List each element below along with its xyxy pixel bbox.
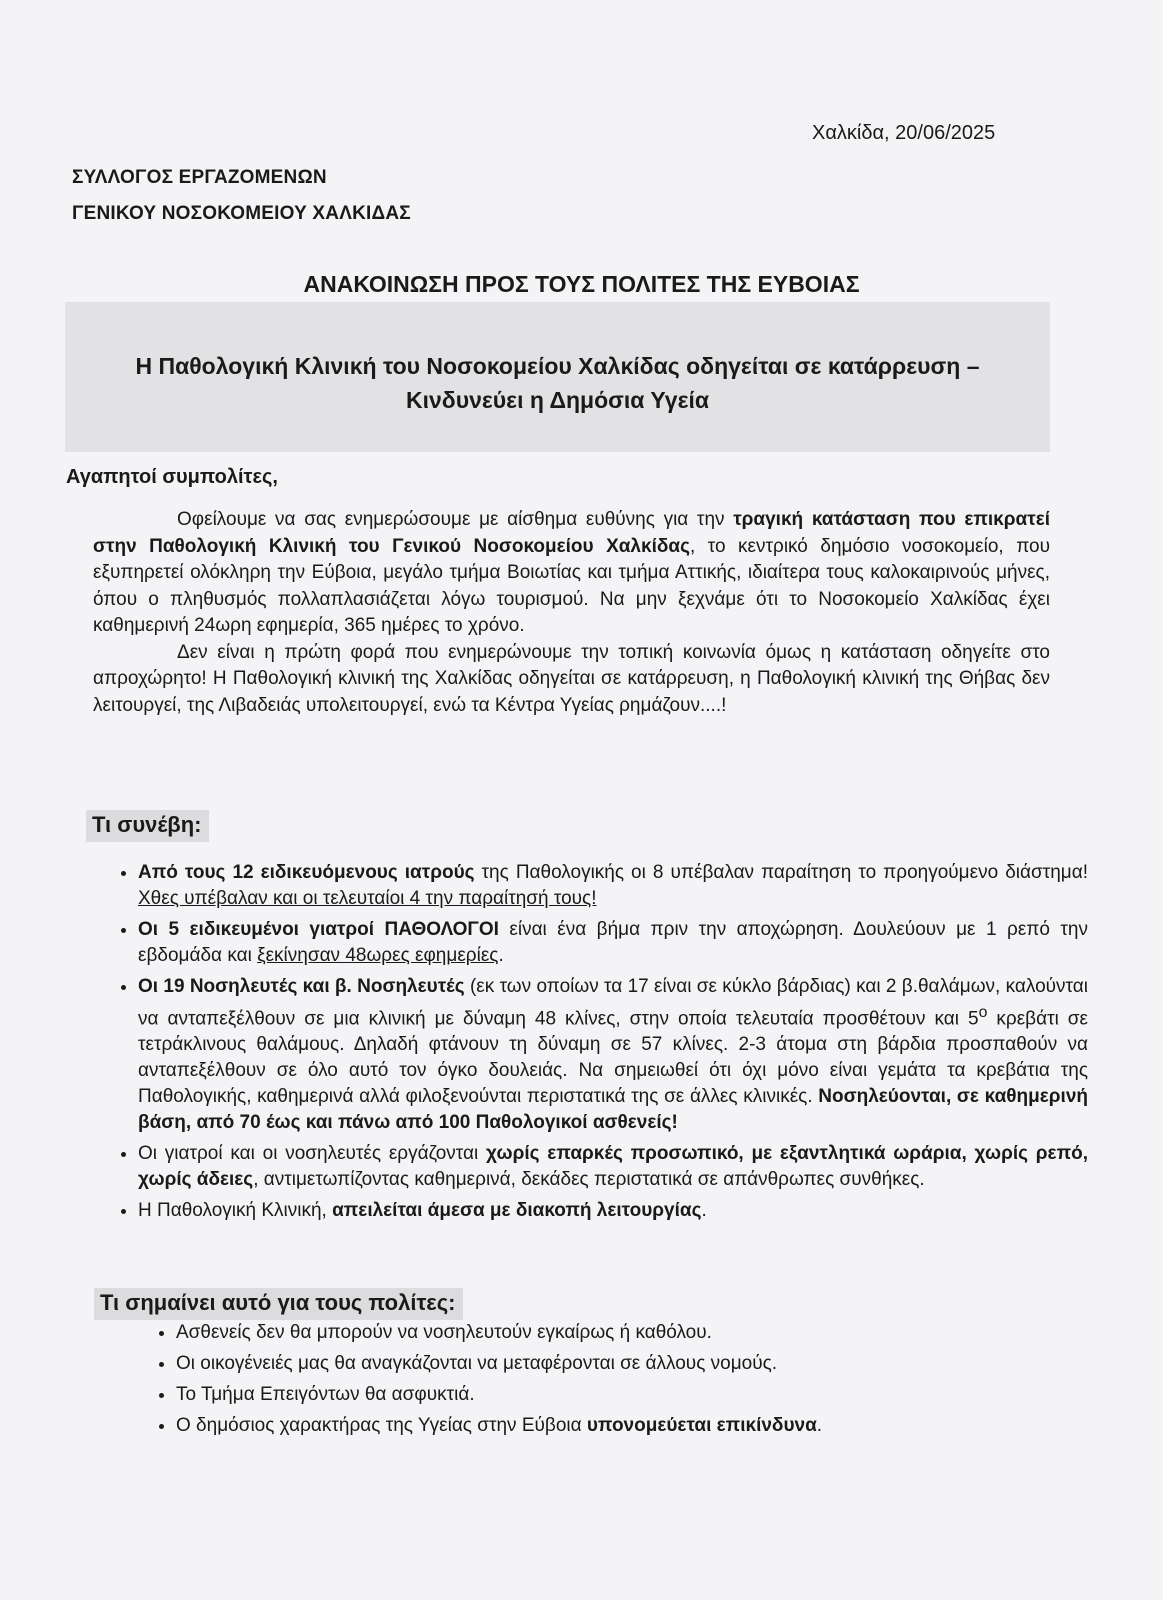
list-item xyxy=(138,917,1088,969)
item-bold: Οι 19 Νοσηλευτές και β. Νοσηλευτές xyxy=(138,976,465,997)
item-text: Ο δημόσιος χαρακτήρας της Υγείας στην Εύβοια xyxy=(176,1415,587,1436)
subtitle-line1: Η Παθολογική Κλινική του Νοσοκομείου Χαλκίδας οδηγείται σε κατάρρευση – xyxy=(135,353,980,379)
item-text-end: . xyxy=(701,1200,707,1222)
what-it-means-list xyxy=(140,1317,1076,1441)
item-text: Η Παθολογική Κλινική, xyxy=(138,1200,333,1222)
announcement-title: ΑΝΑΚΟΙΝΩΣΗ ΠΡΟΣ ΤΟΥΣ ΠΟΛΙΤΕΣ ΤΗΣ ΕΥΒΟΙΑΣ xyxy=(303,271,860,297)
item-bold: απειλείται άμεσα με διακοπή λειτουργίας xyxy=(332,1200,702,1222)
intro-paragraph-1 xyxy=(93,507,1050,640)
announcement-subtitle xyxy=(65,349,1050,417)
list-item xyxy=(138,1141,1088,1193)
item-bold: Από τους 12 ειδικευόμενους ιατρούς xyxy=(138,862,475,883)
list-item xyxy=(138,974,1088,1136)
item-text-end: . xyxy=(498,945,504,966)
organization-name-line2: ΓΕΝΙΚΟΥ ΝΟΣΟΚΟΜΕΙΟΥ ΧΑΛΚΙΔΑΣ xyxy=(72,203,411,224)
item-bold: χωρίς επαρκές προσωπικό, με εξαντλητικά ωράρια, χωρίς ρεπό, χωρίς άδειες xyxy=(138,1143,1088,1191)
item-text-continued: κρεβάτι σε τετράκλινους θαλάμους. Δηλαδή φτάνουν τη δύναμη σε 57 κλίνες. 2-3 άτομα στη βάρδια προσπαθούν να ανταπεξέλθουν σε όλο αυτό τον όγκο δουλειάς. Να σημειωθεί ότι όχι μόνο είναι γεμάτα τα κρεβάτια της Παθολογικής, καθημερινά αλλά φιλοξενούνται περιστατικά της σε άλλες κλινικές. xyxy=(138,1008,1088,1108)
list-item xyxy=(176,1410,1076,1441)
document-date: Χαλκίδα, 20/06/2025 xyxy=(812,122,996,144)
organization-name-line1: ΣΥΛΛΟΓΟΣ ΕΡΓΑΖΟΜΕΝΩΝ xyxy=(72,167,327,188)
item-bold: υπονομεύεται επικίνδυνα xyxy=(586,1415,817,1436)
list-item: • Οι οικογένειές μας θα αναγκάζονται να μεταφέρονται σε άλλους νομούς. xyxy=(176,1348,1076,1379)
section-heading-what-it-means: Τι σημαίνει αυτό για τους πολίτες: xyxy=(94,1288,463,1320)
list-item xyxy=(138,860,1088,912)
what-happened-list xyxy=(100,860,1088,1229)
section-heading-what-happened: Τι συνέβη: xyxy=(86,810,209,842)
item-text: (εκ των οποίων τα 17 είναι σε κύκλο βάρδιας) και 2 β.θαλάμων, καλούνται να ανταπεξέλθουν σε μια κλινική με δύναμη 48 κλίνες, στην οποία τελευταία προσθέτουν και 5 xyxy=(138,976,1088,1030)
intro-p1-text: Οφείλουμε να σας ενημερώσουμε με αίσθημα ευθύνης για την xyxy=(177,509,734,530)
item-underlined: ξεκίνησαν 48ωρες εφημερίες xyxy=(257,945,499,966)
item-text: Οι γιατροί και οι νοσηλευτές εργάζονται xyxy=(138,1143,487,1165)
intro-p1-bold: τραγική κατάσταση που επικρατεί στην Παθολογική Κλινική του Γενικού Νοσοκομείου Χαλκίδας xyxy=(93,509,1050,557)
list-item: • Το Τμήμα Επειγόντων θα ασφυκτιά. xyxy=(176,1379,1076,1410)
subtitle-line2: Κινδυνεύει η Δημόσια Υγεία xyxy=(405,387,710,413)
item-superscript: ο xyxy=(978,1004,988,1021)
intro-p1-text-end: , το κεντρικό δημόσιο νοσοκομείο, που εξυπηρετεί ολόκληρη την Εύβοια, μεγάλο τμήμα Βοιωτίας και τμήμα Αττικής, ιδιαίτερα τους καλοκαιρινούς μήνες, όπου ο πληθυσμός πολλαπλασιάζεται λόγω τουρισμού. Να μην ξεχνάμε ότι το Νοσοκομείο Χαλκίδας έχει καθημερινή 24ωρη εφημερία, 365 ημέρες το χρόνο. xyxy=(93,535,1050,636)
list-item xyxy=(138,1198,1088,1224)
item-underlined: Χθες υπέβαλαν και οι τελευταίοι 4 την παραίτησή τους! xyxy=(138,888,597,909)
item-bold: Οι 5 ειδικευμένοι γιατροί ΠΑΘΟΛΟΓΟΙ xyxy=(138,919,499,940)
list-item: • Ασθενείς δεν θα μπορούν να νοσηλευτούν εγκαίρως ή καθόλου. xyxy=(176,1317,1076,1348)
item-text: είναι ένα βήμα πριν την αποχώρηση. Δουλεύουν με 1 ρεπό την εβδομάδα και xyxy=(138,919,1088,966)
salutation: Αγαπητοί συμπολίτες, xyxy=(66,466,278,488)
item-text-end: . xyxy=(816,1415,823,1436)
intro-text xyxy=(93,507,1050,719)
item-bold-end: Νοσηλεύονται, σε καθημερινή βάση, από 70 έως και πάνω από 100 Παθολογικοί ασθενείς! xyxy=(138,1086,1088,1134)
intro-paragraph-2: Δεν είναι η πρώτη φορά που ενημερώνουμε την τοπική κοινωνία όμως η κατάσταση οδηγείτε στο απροχώρητο! Η Παθολογική κλινική της Χαλκίδας οδηγείται σε κατάρρευση, η Παθολογική κλινική της Θήβας δεν λειτουργεί, της Λιβαδειάς υπολειτουργεί, ενώ τα Κέντρα Υγείας ρημάζουν....! xyxy=(93,641,1050,716)
item-text: της Παθολογικής οι 8 υπέβαλαν παραίτηση το προηγούμενο διάστημα! xyxy=(474,862,1088,883)
item-text-end: , αντιμετωπίζοντας καθημερινά, δεκάδες περιστατικά σε απάνθρωπες συνθήκες. xyxy=(253,1169,925,1191)
